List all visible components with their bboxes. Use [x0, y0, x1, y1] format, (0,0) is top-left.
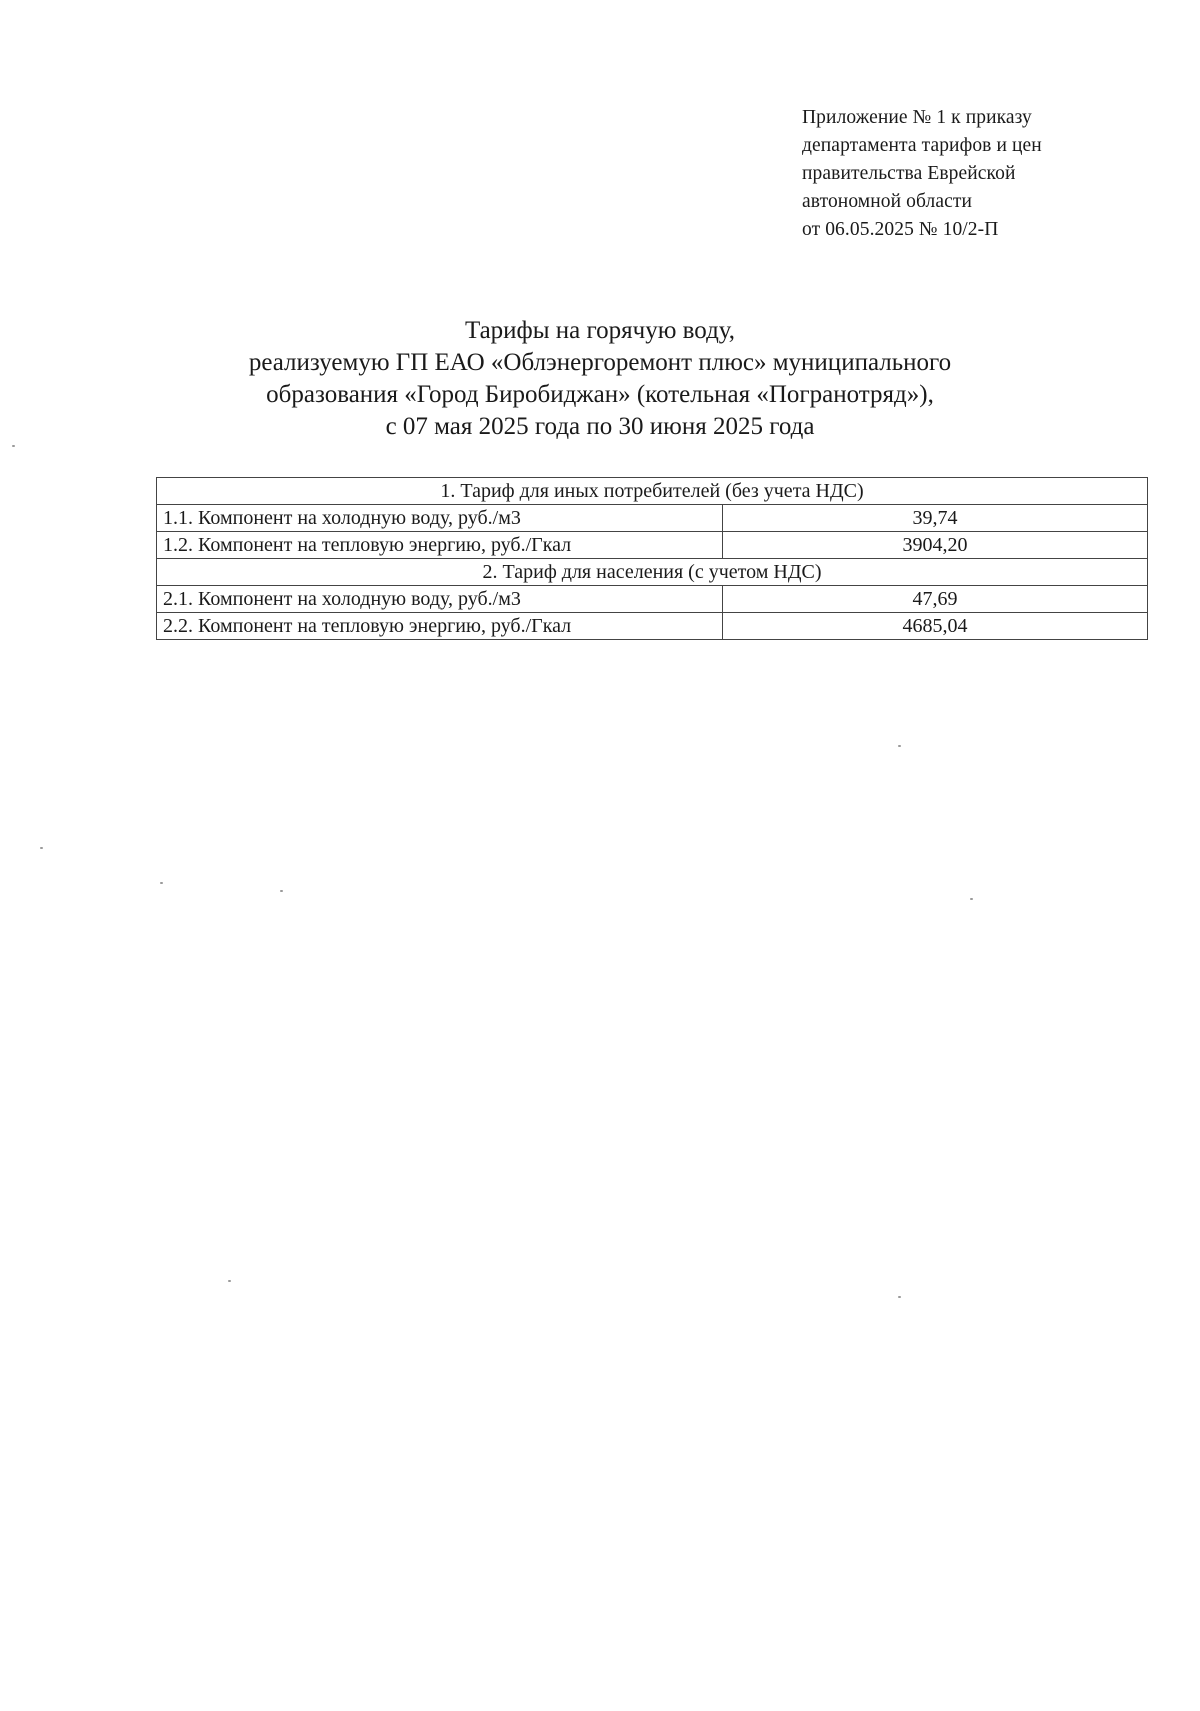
- tariff-table: [156, 477, 1148, 640]
- title-line: Тарифы на горячую воду,: [464, 317, 736, 344]
- appendix-reference: [802, 104, 1162, 244]
- appendix-line: департамента тарифов и цен: [802, 135, 1042, 156]
- table-row: [157, 586, 1148, 613]
- table-row: [157, 613, 1148, 640]
- scan-speck: [228, 1280, 231, 1282]
- title-line: образования «Город Биробиджан» (котельная «Погранотряд»),: [266, 381, 934, 408]
- scan-speck: [40, 847, 43, 849]
- appendix-line: автономной области: [802, 191, 973, 212]
- appendix-line: правительства Еврейской: [802, 163, 1016, 184]
- scan-speck: [280, 890, 283, 892]
- scan-speck: [12, 445, 15, 447]
- row-value: 4685,04: [723, 613, 1148, 640]
- table-section-row: [157, 559, 1148, 586]
- row-value: 3904,20: [723, 532, 1148, 559]
- scan-speck: [160, 882, 163, 884]
- row-label: 2.2. Компонент на тепловую энергию, руб./Гкал: [157, 613, 723, 640]
- row-label: 1.1. Компонент на холодную воду, руб./м3: [157, 505, 723, 532]
- table-section-row: [157, 478, 1148, 505]
- appendix-line: от 06.05.2025 № 10/2-П: [802, 219, 999, 240]
- scan-speck: [898, 1296, 901, 1298]
- table-row: [157, 505, 1148, 532]
- row-value: 39,74: [723, 505, 1148, 532]
- section-heading: 2. Тариф для населения (с учетом НДС): [157, 559, 1148, 586]
- scan-speck: [898, 745, 901, 747]
- title-line: с 07 мая 2025 года по 30 июня 2025 года: [385, 413, 815, 440]
- scan-speck: [970, 898, 973, 900]
- row-label: 2.1. Компонент на холодную воду, руб./м3: [157, 586, 723, 613]
- row-value: 47,69: [723, 586, 1148, 613]
- appendix-line: Приложение № 1 к приказу: [802, 107, 1032, 128]
- section-heading: 1. Тариф для иных потребителей (без учета НДС): [157, 478, 1148, 505]
- document-title: [100, 315, 1100, 443]
- title-line: реализуемую ГП ЕАО «Облэнергоремонт плюс» муниципального: [248, 349, 952, 376]
- table-row: [157, 532, 1148, 559]
- row-label: 1.2. Компонент на тепловую энергию, руб./Гкал: [157, 532, 723, 559]
